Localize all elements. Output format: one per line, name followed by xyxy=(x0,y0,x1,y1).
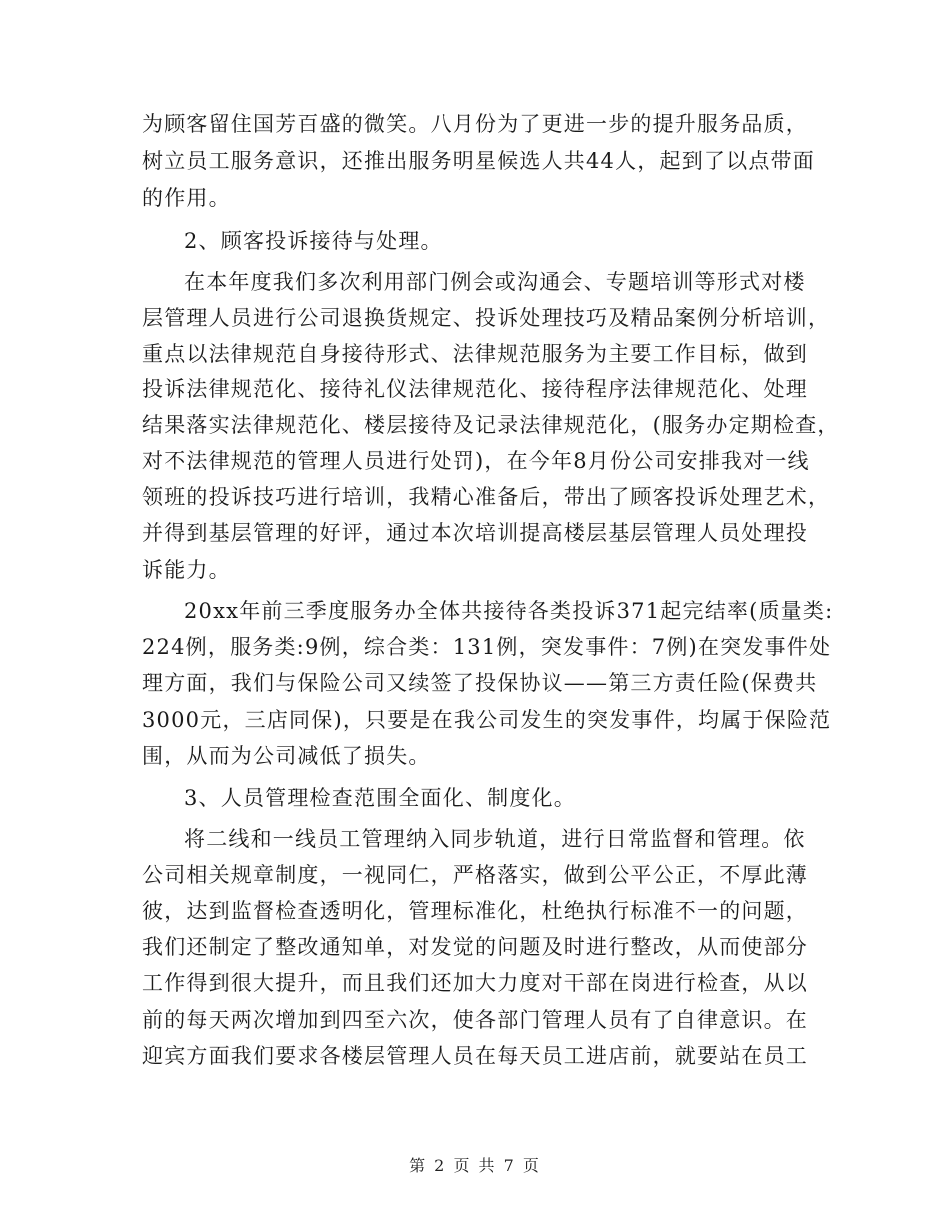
text-line: 为顾客留住国芳百盛的微笑。八月份为了更进一步的提升服务品质， xyxy=(142,112,808,136)
text-line: 在本年度我们多次利用部门例会或沟通会、专题培训等形式对楼 xyxy=(184,270,806,294)
text-line: 迎宾方面我们要求各楼层管理人员在每天员工进店前，就要站在员工 xyxy=(142,1044,808,1068)
text-line: 彼，达到监督检查透明化，管理标准化，杜绝执行标准不一的问题， xyxy=(142,899,808,923)
text-line: 围，从而为公司减低了损失。 xyxy=(142,744,431,768)
text-line: 对不法律规范的管理人员进行处罚)，在今年8月份公司安排我对一线 xyxy=(142,449,810,473)
text-line: 树立员工服务意识，还推出服务明星候选人共44人，起到了以点带面 xyxy=(142,149,815,173)
text-line: 层管理人员进行公司退换货规定、投诉处理技巧及精品案例分析培训， xyxy=(142,306,831,330)
text-line: 前的每天两次增加到四至六次，使各部门管理人员有了自律意识。在 xyxy=(142,1008,808,1032)
text-line: 3000元，三店同保)，只要是在我公司发生的突发事件，均属于保险范 xyxy=(142,708,832,732)
text-line: 并得到基层管理的好评，通过本次培训提高楼层基层管理人员处理投 xyxy=(142,521,808,545)
text-line: 224例，服务类:9例，综合类：131例，突发事件：7例)在突发事件处 xyxy=(142,635,832,659)
text-line: 工作得到很大提升，而且我们还加大力度对干部在岗进行检查，从以 xyxy=(142,971,808,995)
text-line: 将二线和一线员工管理纳入同步轨道，进行日常监督和管理。依 xyxy=(184,827,806,851)
text-line: 理方面，我们与保险公司又续签了投保协议——第三方责任险(保费共 xyxy=(142,671,818,695)
text-line: 领班的投诉技巧进行培训，我精心准备后，带出了顾客投诉处理艺术， xyxy=(142,485,831,509)
text-line: 投诉法律规范化、接待礼仪法律规范化、接待程序法律规范化、处理 xyxy=(142,377,808,401)
text-line: 的作用。 xyxy=(142,186,231,210)
page-number-footer: 第 2 页 共 7 页 xyxy=(409,1156,541,1175)
text-line: 结果落实法律规范化、楼层接待及记录法律规范化，(服务办定期检查， xyxy=(142,413,840,437)
text-line: 20xx年前三季度服务办全体共接待各类投诉371起完结率(质量类: xyxy=(184,599,834,623)
text-line: 诉能力。 xyxy=(142,558,231,582)
text-line: 重点以法律规范自身接待形式、法律规范服务为主要工作目标，做到 xyxy=(142,342,808,366)
text-line: 公司相关规章制度，一视同仁，严格落实，做到公平公正，不厚此薄 xyxy=(142,863,808,887)
section-heading: 3、人员管理检查范围全面化、制度化。 xyxy=(184,786,576,810)
section-heading: 2、顾客投诉接待与处理。 xyxy=(184,229,443,253)
text-line: 我们还制定了整改通知单，对发觉的问题及时进行整改，从而使部分 xyxy=(142,935,808,959)
